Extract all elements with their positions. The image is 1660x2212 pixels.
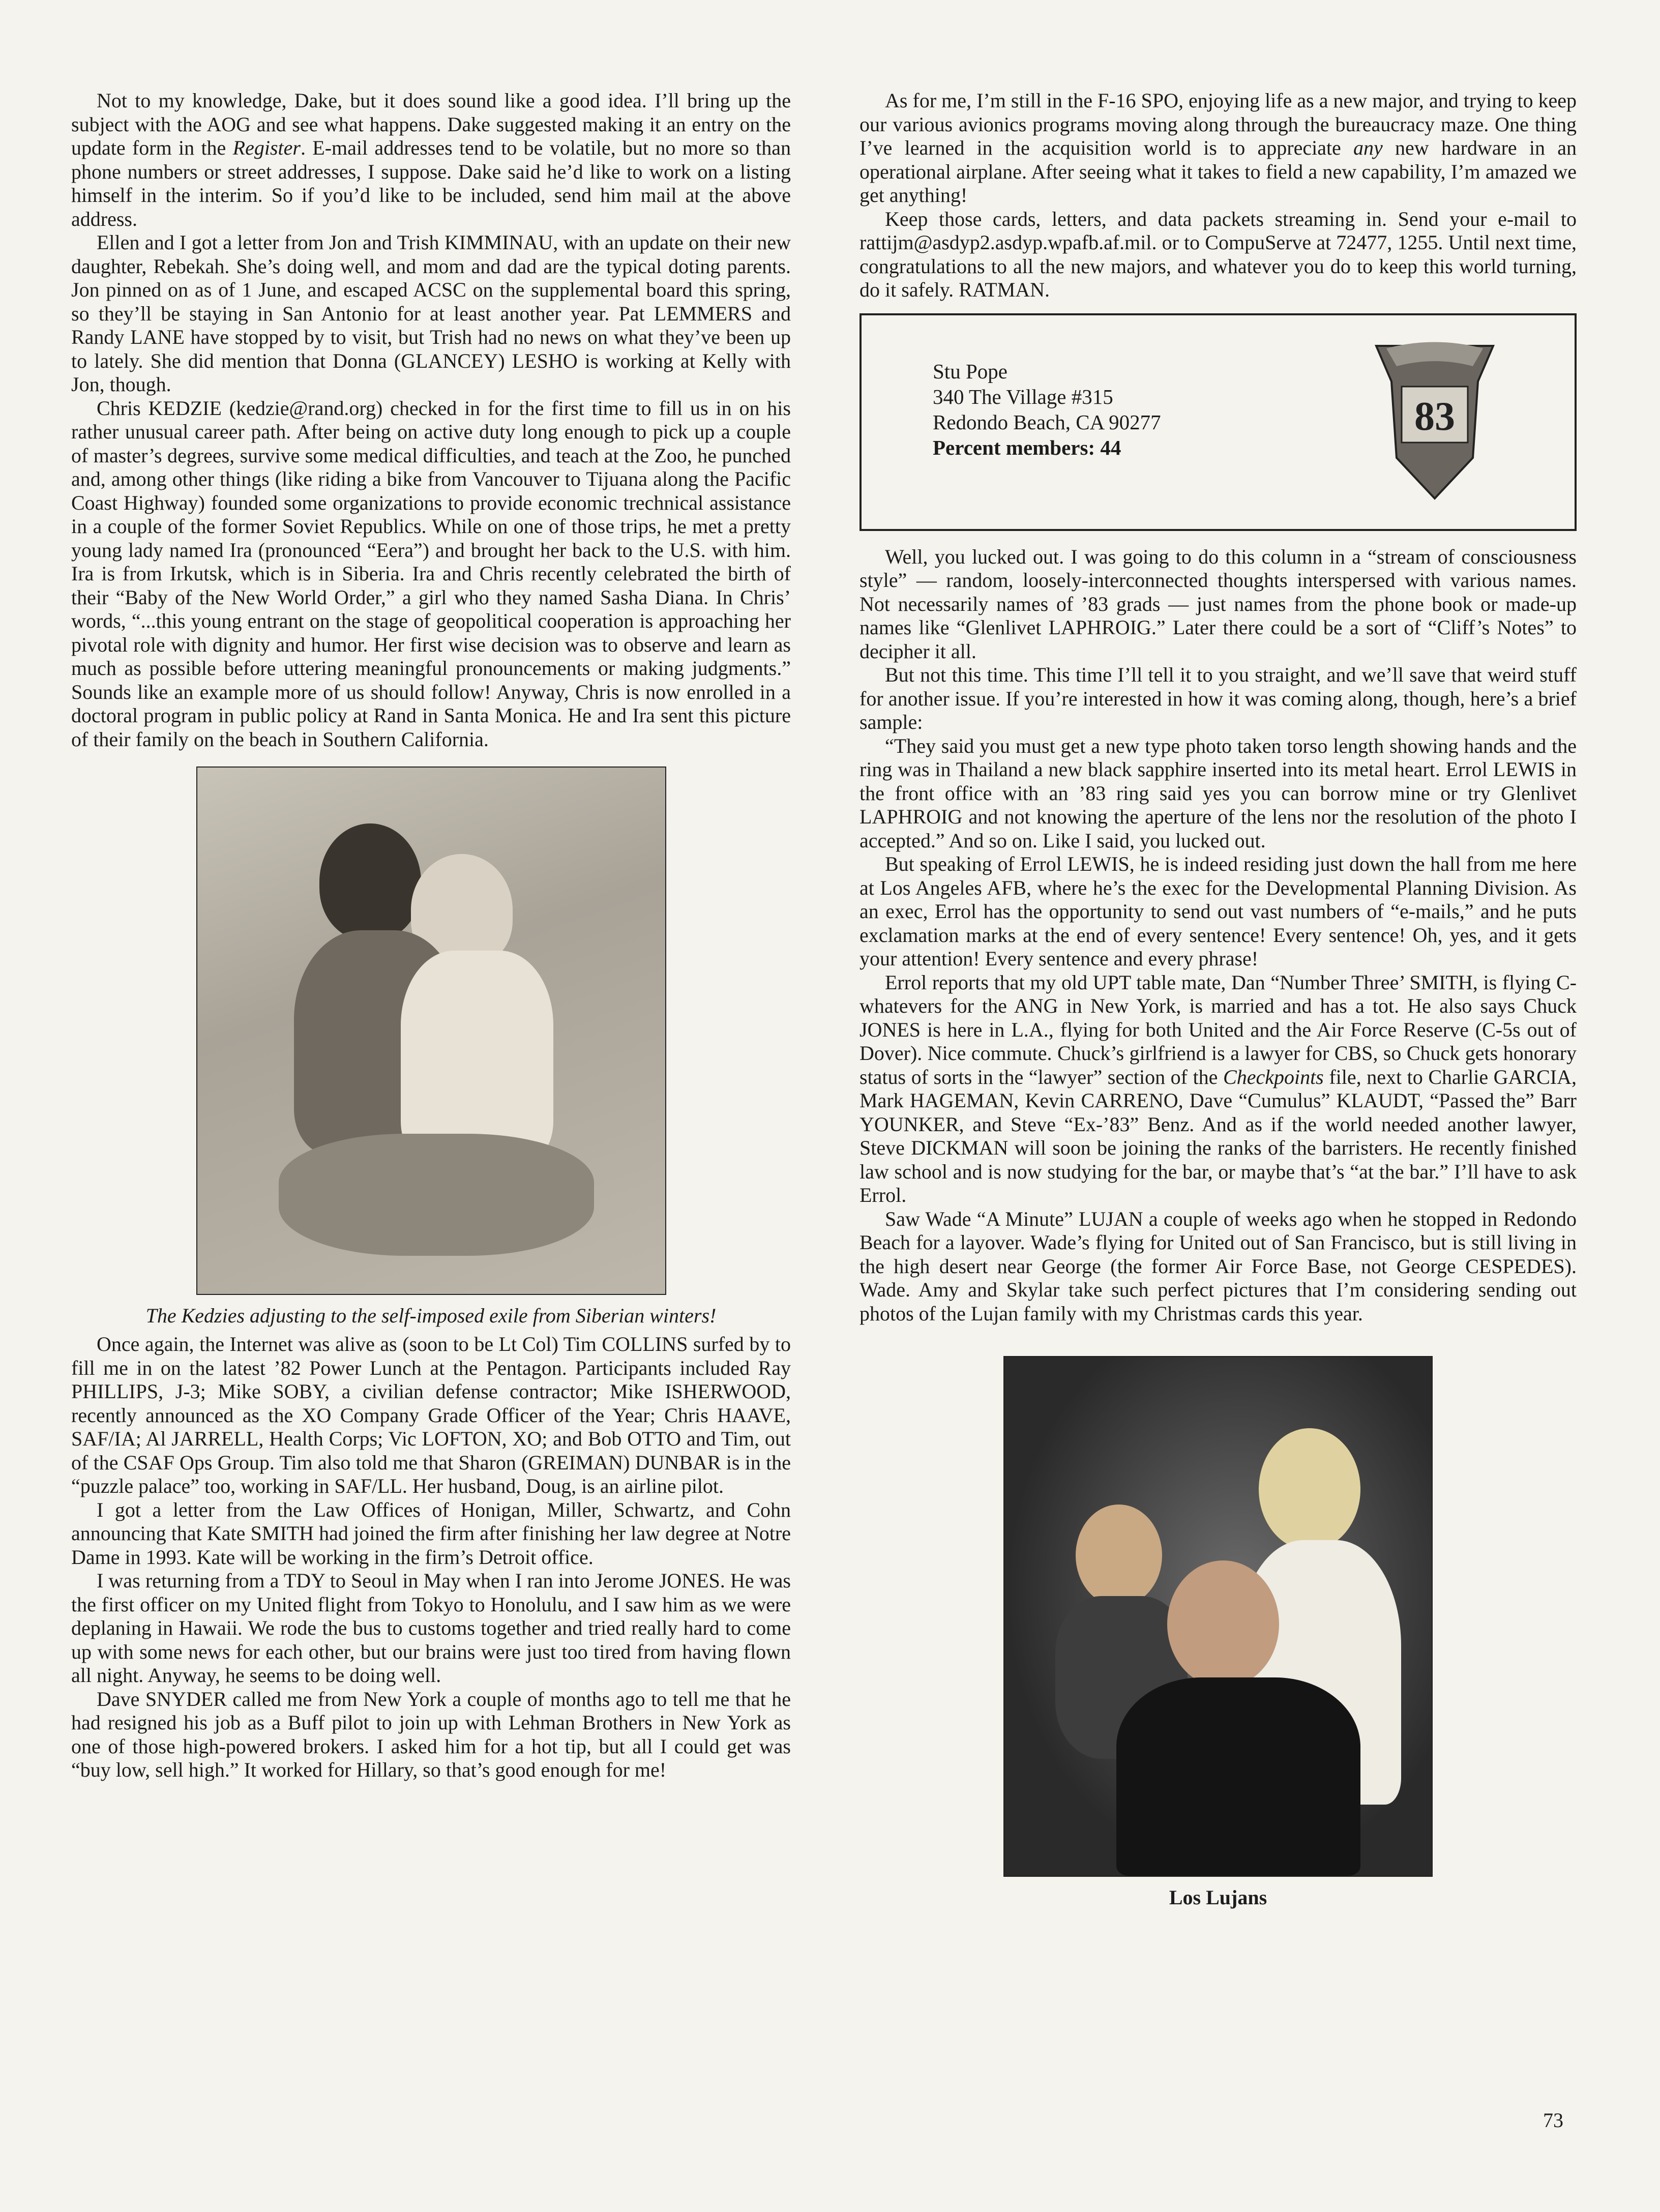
class-scribe-address-box	[859, 313, 1577, 531]
italic-text-run: any	[1353, 136, 1383, 159]
lujan-family-photo	[1003, 1356, 1433, 1877]
right-bottom-paragraphs	[859, 545, 1577, 1326]
text-run: . E-mail addresses tend to be volatile, but no more so than phone numbers or street addresses, I suppose. Dake said he’d like to work on a listing himself in the interim. So if you’d like to be included, send him mail at the above address.	[71, 136, 791, 230]
text-run: As for me, I’m still in the F-16 SPO, enjoying life as a new major, and trying to keep our various avionics programs moving along through the bureaucracy maze. One thing I’ve learned in the acquisition world is to appreciate	[859, 89, 1577, 159]
text-run: I got a letter from the Law Offices of Honigan, Miller, Schwartz, and Cohn announcing that Kate SMITH had joined the firm after finishing her law degree at Notre Dame in 1993. Kate will be working in the firm’s Detroit office.	[71, 1498, 791, 1569]
body-paragraph	[859, 89, 1577, 208]
family-photo-caption: Los Lujans	[1169, 1886, 1267, 1909]
left-bottom-paragraphs	[71, 1333, 791, 1782]
body-paragraph	[71, 1688, 791, 1782]
percent-members: Percent members: 44	[933, 435, 1121, 459]
body-paragraph	[859, 852, 1577, 971]
italic-text-run: Register	[232, 136, 301, 159]
text-run: But not this time. This time I’ll tell it to you straight, and we’ll save that weird stuff for another issue. If you’re interested in how it was coming along, though, here’s a brief sample:	[859, 663, 1577, 733]
body-paragraph	[859, 663, 1577, 734]
body-paragraph	[859, 545, 1577, 664]
text-run: “They said you must get a new type photo taken torso length showing hands and the ring was in Thailand a new black sapphire inserted into its metal heart. Errol LEWIS in the front office with an ’83 ring said yes you can borrow mine or try Glenlivet LAPHROIG and not knowing the aperture of the lens nor the resolution of the photo I accepted.” And so on. Like I said, you lucked out.	[859, 734, 1577, 852]
text-run: Once again, the Internet was alive as (soon to be Lt Col) Tim COLLINS surfed by to fill me in on the latest ’82 Power Lunch at the Pentagon. Participants included Ray PHILLIPS, J-3; Mike SOBY, a civilian defense contractor; Mike ISHERWOOD, recently announced as the XO Company Grade Officer of the Year; Chris HAAVE, SAF/IA; Al JARRELL, Health Corps; Vic LOFTON, XO; and Bob OTTO and Tim, out of the CSAF Ops Group. Tim also told me that Sharon (GREIMAN) DUNBAR is in the “puzzle palace” too, working in SAF/LL. Her husband, Doug, is an airline pilot.	[71, 1333, 791, 1497]
text-run: Well, you lucked out. I was going to do this column in a “stream of consciousness style” — random, loosely-interconnected thoughts interspersed with various names. Not necessarily names of ’83 grads — just names from the phone book or made-up names like “Glenlivet LAPHROIG.” Later there could be a sort of “Cliff’s Notes” to decipher it all.	[859, 545, 1577, 663]
left-column	[71, 89, 791, 1782]
scribe-street: 340 The Village #315	[933, 385, 1113, 408]
body-paragraph	[71, 1569, 791, 1688]
text-run: Ellen and I got a letter from Jon and Trish KIMMINAU, with an update on their new daughter, Rebekah. She’s doing well, and mom and dad are the typical doting parents. Jon pinned on as of 1 June, and escaped ACSC on the supplemental board this spring, so they’ll be staying in San Antonio for at least another year. Pat LEMMERS and Randy LANE have stopped by to visit, but Trish had no news on what they’ve been up to lately. She did mention that Donna (GLANCEY) LESHO is working at Kelly with Jon, though.	[71, 231, 791, 396]
italic-text-run: Checkpoints	[1223, 1065, 1324, 1088]
body-paragraph	[71, 1333, 791, 1498]
right-top-paragraphs	[859, 89, 1577, 302]
text-run: I was returning from a TDY to Seoul in May when I ran into Jerome JONES. He was the first officer on my United flight from Tokyo to Honolulu, and I saw him as we were deplaning in Hawaii. We rode the bus to customs together and tried really hard to come up with some news for each other, but our brains were just too tired from having flown all night. Anyway, he seems to be doing well.	[71, 1569, 791, 1687]
page-number: 73	[1543, 2109, 1563, 2132]
body-paragraph	[71, 231, 791, 397]
body-paragraph	[859, 1207, 1577, 1326]
scribe-name: Stu Pope	[933, 359, 1007, 383]
body-paragraph	[71, 89, 791, 231]
text-run: Not to my knowledge, Dake, but it does sound like a good idea. I’ll bring up the subject with the AOG and see what happens. Dake suggested making it an entry on the update form in the	[71, 89, 791, 159]
crest-year-text: 83	[1414, 394, 1455, 439]
body-paragraph	[859, 971, 1577, 1207]
text-run: new hardware in an operational airplane. After seeing what it takes to field a new capability, I’m amazed we get anything!	[859, 136, 1577, 207]
text-run: file, next to Charlie GARCIA, Mark HAGEMAN, Kevin CARRENO, Dave “Cumulus” KLAUDT, “Passed the” Barr YOUNKER, and Steve “Ex-’83” Benz. And as if the world needed another lawyer, Steve DICKMAN will soon be joining the ranks of the barristers. He recently finished law school and is now studying for the bar, or maybe that’s “at the bar.” I’ll have to ask Errol.	[859, 1065, 1577, 1206]
body-paragraph	[859, 208, 1577, 302]
body-paragraph	[71, 397, 791, 752]
text-run: Saw Wade “A Minute” LUJAN a couple of weeks ago when he stopped in Redondo Beach for a layover. Wade’s flying for United out of San Francisco, but is still living in the high desert near George (the former Air Force Base, not George CESPEDES). Wade. Amy and Skylar take such perfect pictures that I’m considering sending out photos of the Lujan family with my Christmas cards this year.	[859, 1207, 1577, 1325]
text-run: Chris KEDZIE (kedzie@rand.org) checked in for the first time to fill us in on his rather unusual career path. After being on active duty long enough to pick up a couple of master’s degrees, survive some medical difficulties, and teach at the Zoo, he punched and, among other things (like riding a bike from Vancouver to Tijuana along the Pacific Coast Highway) founded some organizations to provide economic trechnical assistance in a couple of the former Soviet Republics. While on one of those trips, he met a pretty young lady named Ira (pronounced “Eera”) and brought her back to the U.S. with him. Ira is from Irkutsk, which is in Siberia. Ira and Chris recently celebrated the birth of their “Baby of the New World Order,” a girl who they named Sasha Diana. In Chris’ words, “...this young entrant on the stage of geopolitical cooperation is approaching her pivotal role with dignity and humor. Her first wise decision was to observe and learn as much as possible before uttering meaningful pronouncements or making judgments.” Sounds like an example more of us should follow! Anyway, Chris is now enrolled in a doctoral program in public policy at Rand in Santa Monica. He and Ira sent this picture of their family on the beach in Southern California.	[71, 396, 791, 751]
body-paragraph	[859, 734, 1577, 853]
class-crest-icon	[1371, 336, 1498, 504]
right-column	[859, 89, 1577, 1914]
scribe-city: Redondo Beach, CA 90277	[933, 410, 1161, 434]
body-paragraph	[71, 1498, 791, 1570]
left-top-paragraphs	[71, 89, 791, 751]
text-run: Dave SNYDER called me from New York a couple of months ago to tell me that he had resigned his job as a Buff pilot to join up with Lehman Brothers in New York as one of those high-powered brokers. I asked him for a hot tip, but all I could get was “buy low, sell high.” It worked for Hillary, so that’s good enough for me!	[71, 1687, 791, 1781]
kedzie-family-beach-photo	[196, 766, 666, 1295]
text-run: Errol reports that my old UPT table mate, Dan “Number Three’ SMITH, is flying C-whatevers for the ANG in New York, is married and has a tot. He also says Chuck JONES is here in L.A., flying for both United and the Air Force Reserve (C-5s out of Dover). Nice commute. Chuck’s girlfriend is a lawyer for CBS, so Chuck gets honorary status of sorts in the “lawyer” section of the	[859, 970, 1577, 1088]
text-run: But speaking of Errol LEWIS, he is indeed residing just down the hall from me here at Los Angeles AFB, where he’s the exec for the Developmental Planning Division. As an exec, Errol has the opportunity to send out vast numbers of “e-mails,” and he puts exclamation marks at the end of every sentence! Every sentence! Oh, yes, and it gets your attention! Every sentence and every phrase!	[859, 852, 1577, 970]
beach-photo-caption: The Kedzies adjusting to the self-imposed exile from Siberian winters!	[145, 1304, 717, 1327]
text-run: Keep those cards, letters, and data packets streaming in. Send your e-mail to rattijm@asdyp2.asdyp.wpafb.af.mil. or to CompuServe at 72477, 1255. Until next time, congratulations to all the new majors, and whatever you do to keep this world turning, do it safely. RATMAN.	[859, 207, 1577, 301]
